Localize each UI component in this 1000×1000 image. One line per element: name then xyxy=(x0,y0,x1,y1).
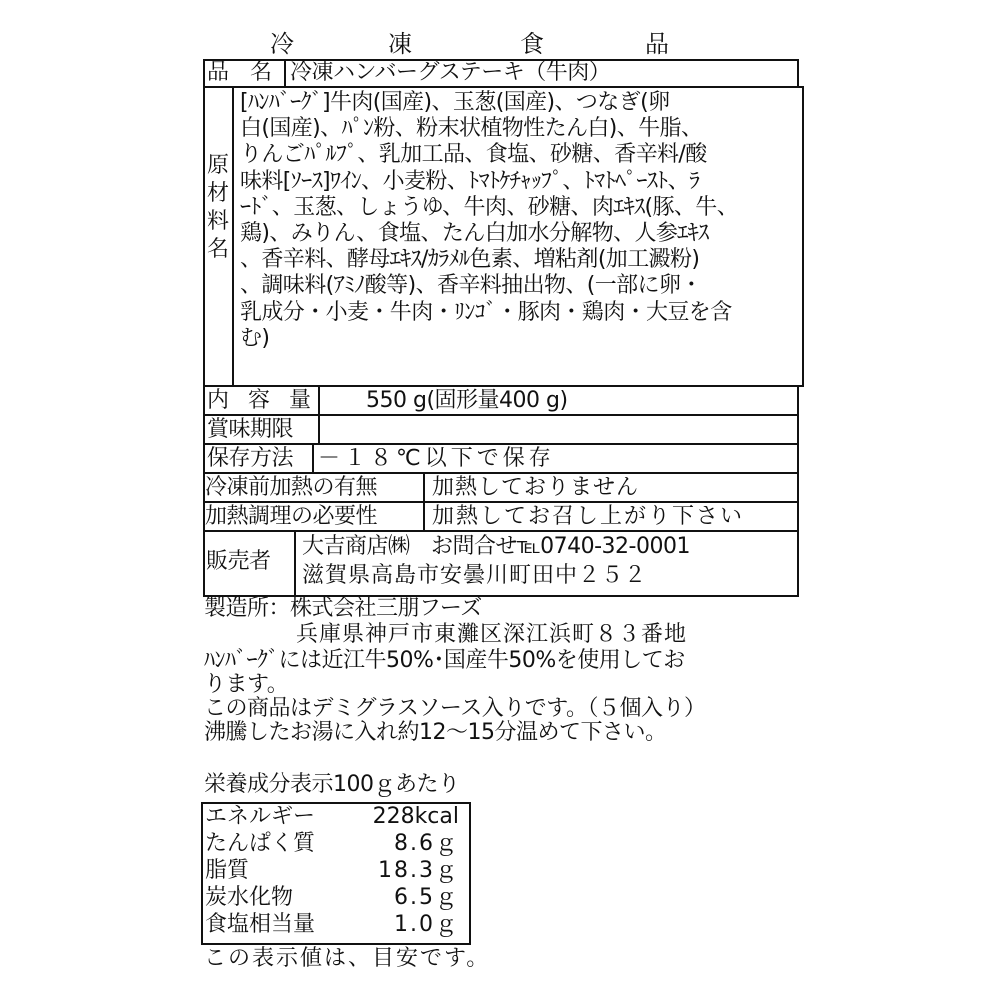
divider xyxy=(203,472,799,474)
divider xyxy=(318,385,320,444)
seller-line2: 滋賀県高島市安曇川町田中２５２ xyxy=(302,563,648,588)
divider xyxy=(797,59,799,87)
nutrition-value: 8.6ｇ xyxy=(394,831,459,856)
divider xyxy=(203,385,804,387)
nutrition-row-carbohydrate xyxy=(203,884,465,911)
title-char: 冷 xyxy=(270,30,294,58)
divider xyxy=(802,87,804,385)
divider xyxy=(294,530,296,596)
nutrition-value: 1.0ｇ xyxy=(394,912,459,937)
pre-freeze-heating-value: 加熱しておりません xyxy=(432,475,640,500)
nutrition-row-fat xyxy=(203,857,465,884)
seller-line1: 大吉商店㈱ お問合せ℡0740-32-0001 xyxy=(302,534,690,559)
note-line: 沸騰したお湯に入れ約12～15分温めて下さい。 xyxy=(204,720,667,745)
product-name-value: 冷凍ハンバーグステーキ（牛肉） xyxy=(290,60,611,85)
storage-key: 保存方法 xyxy=(207,446,294,471)
divider xyxy=(284,59,286,87)
nutrition-label: 炭水化物 xyxy=(205,885,294,910)
ingredients-line: 鶏)、みりん、食塩、たん白加水分解物、人参ｴｷｽ xyxy=(240,221,709,247)
title-char: 品 xyxy=(645,30,669,58)
nutrition-label: たんぱく質 xyxy=(205,831,316,856)
nutrition-value: 228kcal xyxy=(372,804,459,829)
divider xyxy=(203,530,799,532)
ingredients-key-char: 原 xyxy=(206,153,229,178)
net-content-value: 550 g(固形量400 g) xyxy=(366,388,568,413)
nutrition-value: 18.3ｇ xyxy=(378,858,459,883)
net-content-key: 内 容 量 xyxy=(207,388,317,413)
ingredients-key-char: 材 xyxy=(206,181,229,206)
divider xyxy=(203,501,799,503)
manufacturer-address: 兵庫県神戸市東灘区深江浜町８３番地 xyxy=(296,622,688,647)
ingredients-line: [ﾊﾝﾊﾞｰｸﾞ]牛肉(国産)、玉葱(国産)、つなぎ(卵 xyxy=(240,90,670,115)
note-line: この商品はデミグラスソース入りです。（５個入り） xyxy=(204,696,706,721)
pre-freeze-heating-key: 冷凍前加熱の有無 xyxy=(205,475,378,500)
note-line: ﾊﾝﾊﾞｰｸﾞには近江牛50%･国産牛50%を使用してお xyxy=(204,648,685,673)
best-before-key: 賞味期限 xyxy=(207,417,294,442)
manufacturer-name: 製造所：株式会社三朋フーズ xyxy=(204,596,482,621)
nutrition-label: 脂質 xyxy=(205,858,250,883)
divider xyxy=(312,443,314,473)
ingredients-line: ｰﾄﾞ、玉葱、しょうゆ、牛肉、砂糖、肉ｴｷｽ(豚、牛、 xyxy=(240,194,739,220)
note-line: ります。 xyxy=(204,672,289,697)
seller-key: 販売者 xyxy=(206,549,271,574)
title-char: 凍 xyxy=(388,30,412,58)
nutrition-footnote: この表示値は、目安です。 xyxy=(204,946,491,971)
ingredients-line: 味料[ｿｰｽ]ﾜｲﾝ、小麦粉、ﾄﾏﾄｹﾁｬｯﾌﾟ、ﾄﾏﾄﾍﾟｰｽﾄ、ﾗ xyxy=(240,168,700,194)
divider xyxy=(797,385,799,597)
ingredients-line: 、調味料(ｱﾐﾉ酸等)、香辛料抽出物、(一部に卵・ xyxy=(240,273,702,299)
cooking-required-key: 加熱調理の必要性 xyxy=(205,504,378,529)
title-char: 食 xyxy=(520,30,544,58)
nutrition-row-salt xyxy=(203,911,465,938)
product-name-key: 品 名 xyxy=(207,60,272,85)
divider xyxy=(203,443,799,445)
divider xyxy=(232,87,234,385)
ingredients-line: りんごﾊﾟﾙﾌﾟ、乳加工品、食塩、砂糖、香辛料/酸 xyxy=(240,142,707,168)
nutrition-row-protein xyxy=(203,830,465,857)
ingredients-list xyxy=(240,90,800,352)
divider xyxy=(423,472,425,531)
ingredients-line: 、香辛料、酵母ｴｷｽ/ｶﾗﾒﾙ色素、増粘剤(加工澱粉) xyxy=(240,247,700,273)
storage-value: －１８℃以下で保存 xyxy=(318,446,555,471)
ingredients-line: 白(国産)、ﾊﾟﾝ粉、粉末状植物性たん白)、牛脂、 xyxy=(240,116,703,142)
nutrition-label: 食塩相当量 xyxy=(205,912,316,937)
divider xyxy=(203,414,799,416)
ingredients-line: む) xyxy=(240,325,270,351)
ingredients-key-char: 名 xyxy=(206,237,229,262)
divider xyxy=(203,86,804,88)
ingredients-line: 乳成分・小麦・牛肉・ﾘﾝｺﾞ・豚肉・鶏肉・大豆を含 xyxy=(240,299,732,325)
nutrition-value: 6.5ｇ xyxy=(394,885,459,910)
nutrition-label: エネルギー xyxy=(205,804,316,829)
ingredients-key-char: 料 xyxy=(206,209,229,234)
cooking-required-value: 加熱してお召し上がり下さい xyxy=(432,504,745,529)
nutrition-row-energy xyxy=(203,803,465,830)
nutrition-title: 栄養成分表示100ｇあたり xyxy=(204,772,460,797)
